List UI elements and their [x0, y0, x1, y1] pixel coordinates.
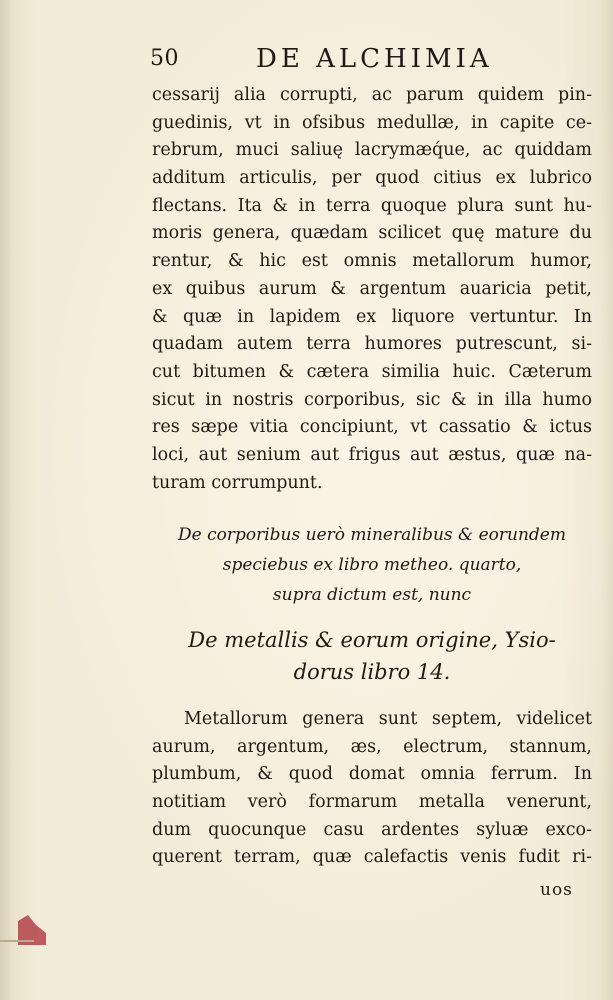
section-heading-2 — [152, 624, 592, 688]
text-line: plumbum, & quod domat omnia ferrum. In — [152, 764, 592, 785]
text-line: cessarij alia corrupti, ac parum quidem pin- — [152, 85, 592, 105]
section-heading-1 — [152, 520, 592, 610]
text-line: dum quocunque casu ardentes syluæ exco- — [152, 819, 592, 840]
edge-rule — [0, 940, 34, 942]
heading-line: speciebus ex libro metheo. quarto, — [222, 555, 522, 575]
text-line: rebrum, muci saliuę lacrymæq́ue, ac quiddam — [152, 140, 592, 161]
text-line: aurum, argentum, æs, electrum, stannum, — [152, 736, 592, 757]
text-line: sicut in nostris corporibus, sic & in illa humo — [152, 389, 592, 410]
heading-line: supra dictum est, nunc — [272, 585, 472, 605]
text-line: querent terram, quæ calefactis venis fudit ri- — [152, 847, 592, 868]
text-line: ex quibus aurum & argentum auaricia petit, — [152, 278, 592, 299]
heading-line: dorus libro 14. — [293, 660, 451, 684]
text-line: rentur, & hic est omnis metallorum humor, — [152, 251, 592, 272]
text-line: loci, aut senium aut frigus aut æstus, quæ na- — [152, 444, 592, 465]
text-line: notitiam verò formarum metalla venerunt, — [152, 792, 592, 813]
running-title: DE ALCHIMIA — [256, 44, 493, 74]
text-line: res sæpe vitia concipiunt, vt cassatio & ictus — [152, 417, 592, 438]
page-header — [150, 44, 510, 80]
page-number: 50 — [150, 46, 179, 71]
heading-line: De corporibus uerò mineralibus & eorundem — [178, 525, 566, 545]
text-line: cut bitumen & cætera similia huic. Cæterum — [152, 361, 592, 382]
catchword: uos — [540, 880, 573, 900]
text-line: additum articulis, per quod citius ex lubrico — [152, 168, 592, 189]
text-line: turam corrumpunt. — [152, 472, 323, 493]
text-line: Metallorum genera sunt septem, videlicet — [184, 709, 592, 729]
text-line: quadam autem terra humores putrescunt, si- — [152, 334, 592, 355]
text-line: & quæ in lapidem ex liquore vertuntur. In — [152, 306, 592, 327]
text-line: moris genera, quædam scilicet quę mature du — [152, 223, 592, 244]
paragraph-1 — [152, 82, 592, 497]
text-line: flectans. Ita & in terra quoque plura sunt hu- — [152, 195, 592, 216]
paragraph-2 — [152, 706, 592, 872]
text-line: guedinis, vt in ofsibus medullæ, in capite ce- — [152, 112, 592, 133]
heading-line: De metallis & eorum origine, Ysio- — [188, 628, 556, 652]
